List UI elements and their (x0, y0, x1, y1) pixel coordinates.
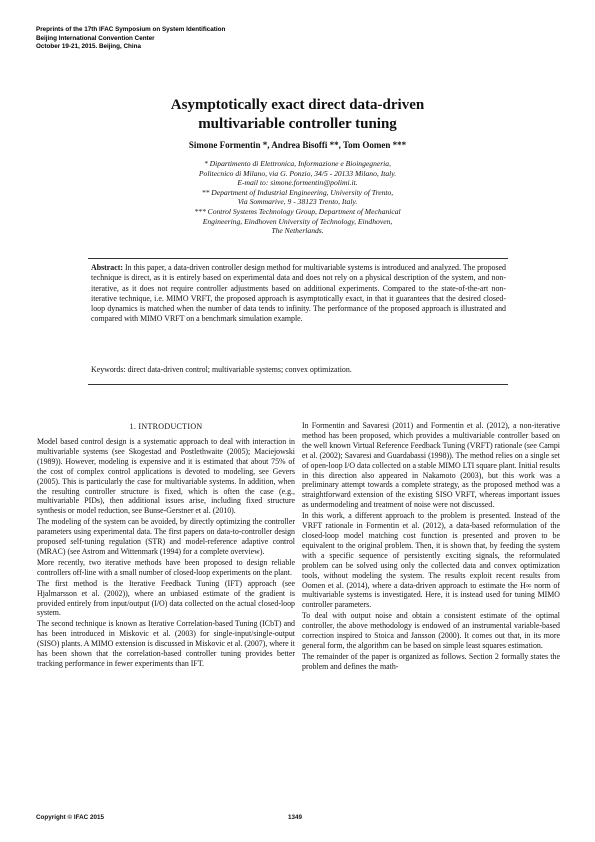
abstract-bottom-rule (88, 384, 508, 385)
paragraph: The first method is the Iterative Feedback Tuning (IFT) approach (see Hjalmarsson et al. (2002)), where an unbiased estimate of the gradient is provided entirely from input/output (I/O) data collected on the actual closed-loop system. (37, 578, 295, 618)
copyright-notice: Copyright © IFAC 2015 (36, 814, 104, 821)
affiliations (0, 159, 595, 236)
conference-header (36, 26, 225, 52)
title-line-1: Asymptotically exact direct data-driven (170, 97, 425, 113)
authors: Simone Formentin *, Andrea Bisoffi **, Tom Oomen *** (188, 140, 407, 150)
paragraph: The remainder of the paper is organized as follows. Section 2 formally states the problem and defines the math- (302, 651, 560, 671)
paragraph: In Formentin and Savaresi (2011) and Formentin et al. (2012), a non-iterative method has been proposed, which provides a multivariable controller based on the well known Virtual Reference Feedback Tuning (VRFT) rationale (see Campi et al. (2002); Savaresi and Guardabassi (1998)). The method relies on a single set of open-loop I/O data collected on a stable MIMO LTI square plant. Initial results in this direction also appeared in Nakamoto (2003), but this work was a preliminary attempt towards a complete strategy, as the proposed method was a straightforward extension of the existing SISO VRFT, whereas important issues as undermodeling and treatment of noise were not discussed. (302, 421, 560, 510)
affiliation-line: Engineering, Eindhoven University of Technology, Eindhoven, (202, 216, 393, 226)
left-column (37, 437, 295, 670)
paragraph: To deal with output noise and obtain a consistent estimate of the optimal controller, the above methodology is endowed of an instrumental variable-based correction inspired to Stoica and Jansson (2000). It comes out that, in its more general form, the algorithm can be based on simple least squares estimation. (302, 611, 560, 650)
header-line-2: Beijing International Convention Center (36, 34, 155, 42)
header-line-1: Preprints of the 17th IFAC Symposium on System Identification (36, 26, 226, 33)
paragraph: In this work, a different approach to the problem is presented. Instead of the VRFT rationale in Formentin et al. (2012), a data-based reformulation of the closed-loop model matching cost function is presented and proven to be equivalent to the original problem. Then, it is shown that, by feeding the system with a specific sequence of persistently exciting signals, the reformulated problem can be solved using only the collected data and convex optimization tools, without modeling the system. The results exploit recent results from Oomen et al. (2014), where a data-driven approach to estimate the H∞ norm of multivariable systems is investigated. Here, it is instead used for tuning MIMO controller parameters. (302, 511, 560, 610)
paper-title (0, 96, 595, 134)
abstract-text: In this paper, a data-driven controller design method for multivariable systems is introduced and analyzed. The proposed technique is direct, as it is entirely based on experimental data and does not rely on a physical description of the system, and non-iterative, as it does not require controller adjustments based on additional experiments. Compared to the state-of-the-art non-iterative technique, i.e. MIMO VRFT, the proposed approach is asymptotically exact, in that it guarantees that the desired closed-loop dynamics is matched when the number of data tends to infinity. The performance of the proposed approach is illustrated and compared with MIMO VRFT on a benchmark simulation example. (91, 263, 506, 324)
header-line-3: October 19-21, 2015. Beijing, China (36, 43, 141, 51)
section-heading: 1. INTRODUCTION (129, 422, 203, 431)
abstract (91, 263, 506, 325)
abstract-label: Abstract: (91, 263, 123, 272)
affiliation-line: ** Department of Industrial Engineering, University of Trento, (201, 187, 394, 197)
paragraph: The modeling of the system can be avoided, by directly optimizing the controller parameters using experimental data. The first papers on data-to-controller design proposed self-tuning regulation (STR) and model-reference adaptive control (MRAC) (see Astrom and Wittenmark (1994) for a complete overview). (37, 517, 295, 556)
affiliation-line: E-mail to: simone.formentin@polimi.it. (237, 178, 358, 188)
paragraph: More recently, two iterative methods have been proposed to design reliable controllers off-line with a small number of closed-loop experiments on the plant. (37, 557, 295, 577)
affiliation-line: Politecnico di Milano, via G. Ponzio, 34/5 - 20133 Milano, Italy. (198, 168, 397, 178)
paragraph: The second technique is known as Iterative Correlation-based Tuning (ICbT) and has been introduced in Miskovic et al. (2003) for single-input/single-output (SISO) plants. A MIMO extension is discussed in Miskovic et al. (2007), where it has been shown that the correlation-based controller tuning provides better tracking performance in fewer experiments than IFT. (37, 619, 295, 668)
title-line-2: multivariable controller tuning (198, 116, 397, 132)
abstract-top-rule (88, 258, 508, 259)
page-number: 1349 (288, 814, 303, 821)
affiliation-line: * Dipartimento di Elettronica, Informazione e Bioingegneria, (203, 159, 391, 168)
affiliation-line: *** Control Systems Technology Group, Department of Mechanical (194, 206, 401, 216)
paragraph: Model based control design is a systematic approach to deal with interaction in multivariable systems (see Skogestad and Postlethwaite (2005); Maciejowski (1989)). However, modeling is expensive and it is estimated that about 75% of the cost of complex control applications is devoted to modeling, see Gevers (2005). This is particularly the case for multivariable systems. In addition, when the resulting controller structure is fixed, which is often the case (e.g., multivariable PIDs), then additional issues arise, including fixed structure synthesis or model reduction, see Bunse-Gerstner et al. (2010). (37, 437, 295, 516)
affiliation-line: Via Sommarive, 9 - 38123 Trento, Italy. (237, 197, 358, 207)
keywords: Keywords: direct data-driven control; multivariable systems; convex optimization. (91, 365, 352, 374)
affiliation-line: The Netherlands. (271, 226, 324, 236)
right-column (302, 421, 560, 673)
